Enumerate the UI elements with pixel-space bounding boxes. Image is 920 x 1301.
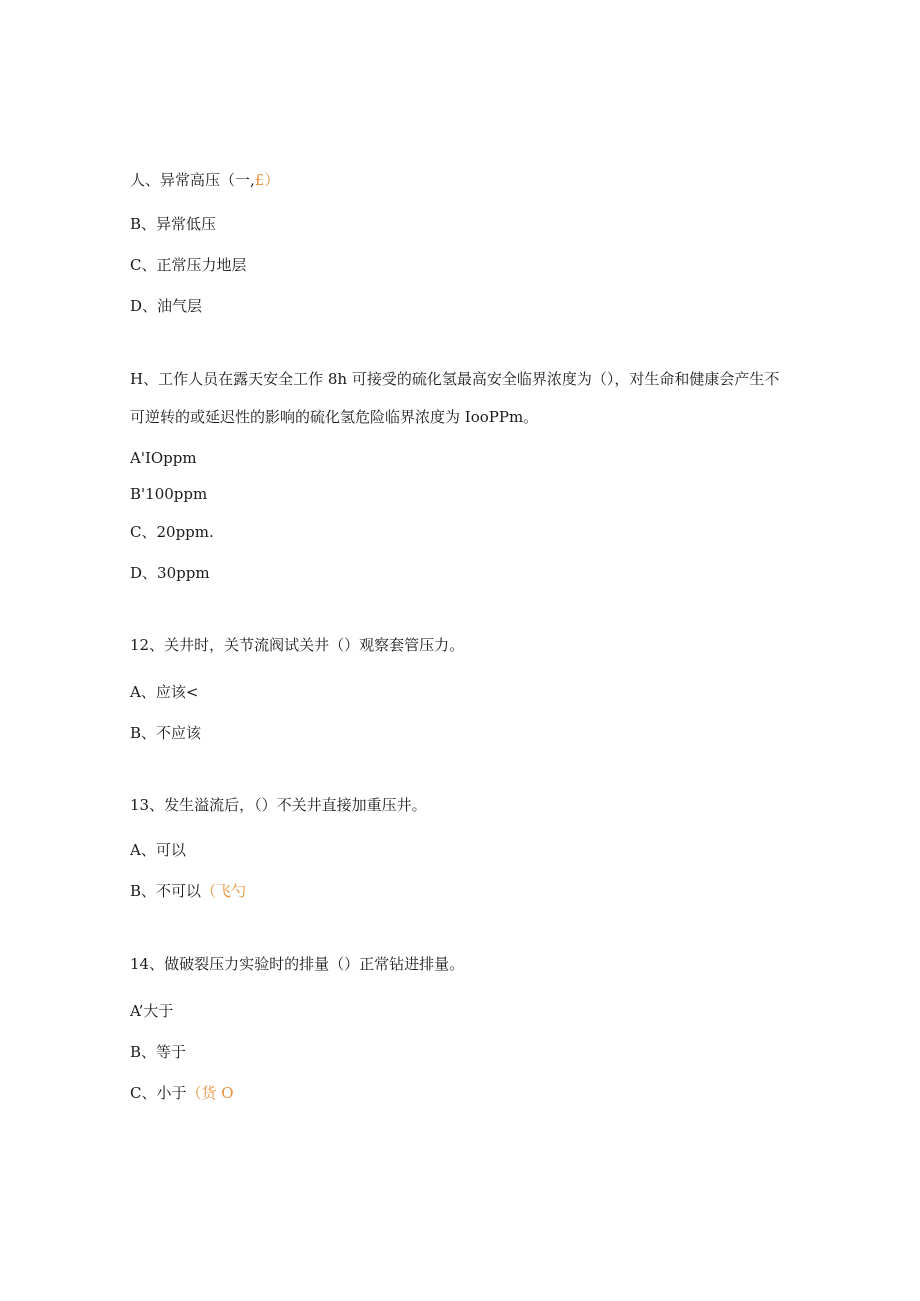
q13-option-b [130,881,246,901]
question-11: H、工作人员在露天安全工作 8h 可接受的硫化氢最高安全临界浓度为（），对生命和健康会产生不可逆转的或延迟性的影响的硫化氢危险临界浓度为 IooPPm。 [130,370,780,426]
option-a [130,170,279,190]
q14-option-c [130,1083,234,1103]
answer-mark: （飞勺 [201,882,247,900]
option-text: B、不可以 [130,882,202,900]
question-13: 13、发生溢流后，（）不关井直接加重压井。 [130,796,427,814]
q14-option-a: A’大于 [130,1002,174,1020]
answer-mark: （货 O [186,1084,234,1102]
q14-option-b: B、等于 [130,1043,187,1061]
q11-option-c: C、20ppm. [130,523,214,541]
q12-option-b: B、不应该 [130,724,202,742]
option-text: 人、异常高压（一, [130,171,255,189]
q11-option-b: B'100ppm [130,485,208,503]
option-text: C、小于 [130,1084,187,1102]
option-d: D、油气层 [130,297,203,315]
q11-option-d: D、30ppm [130,564,210,582]
option-b: B、异常低压 [130,215,217,233]
answer-mark: £） [254,171,280,189]
question-12: 12、关井时，关节流阀试关井（）观察套管压力。 [130,636,465,654]
question-14: 14、做破裂压力实验时的排量（）正常钻进排量。 [130,955,465,973]
q12-option-a: A、应该< [130,683,199,701]
q11-option-a: A'IOppm [130,449,197,467]
option-c: C、正常压力地层 [130,256,247,274]
q13-option-a: A、可以 [130,841,186,859]
